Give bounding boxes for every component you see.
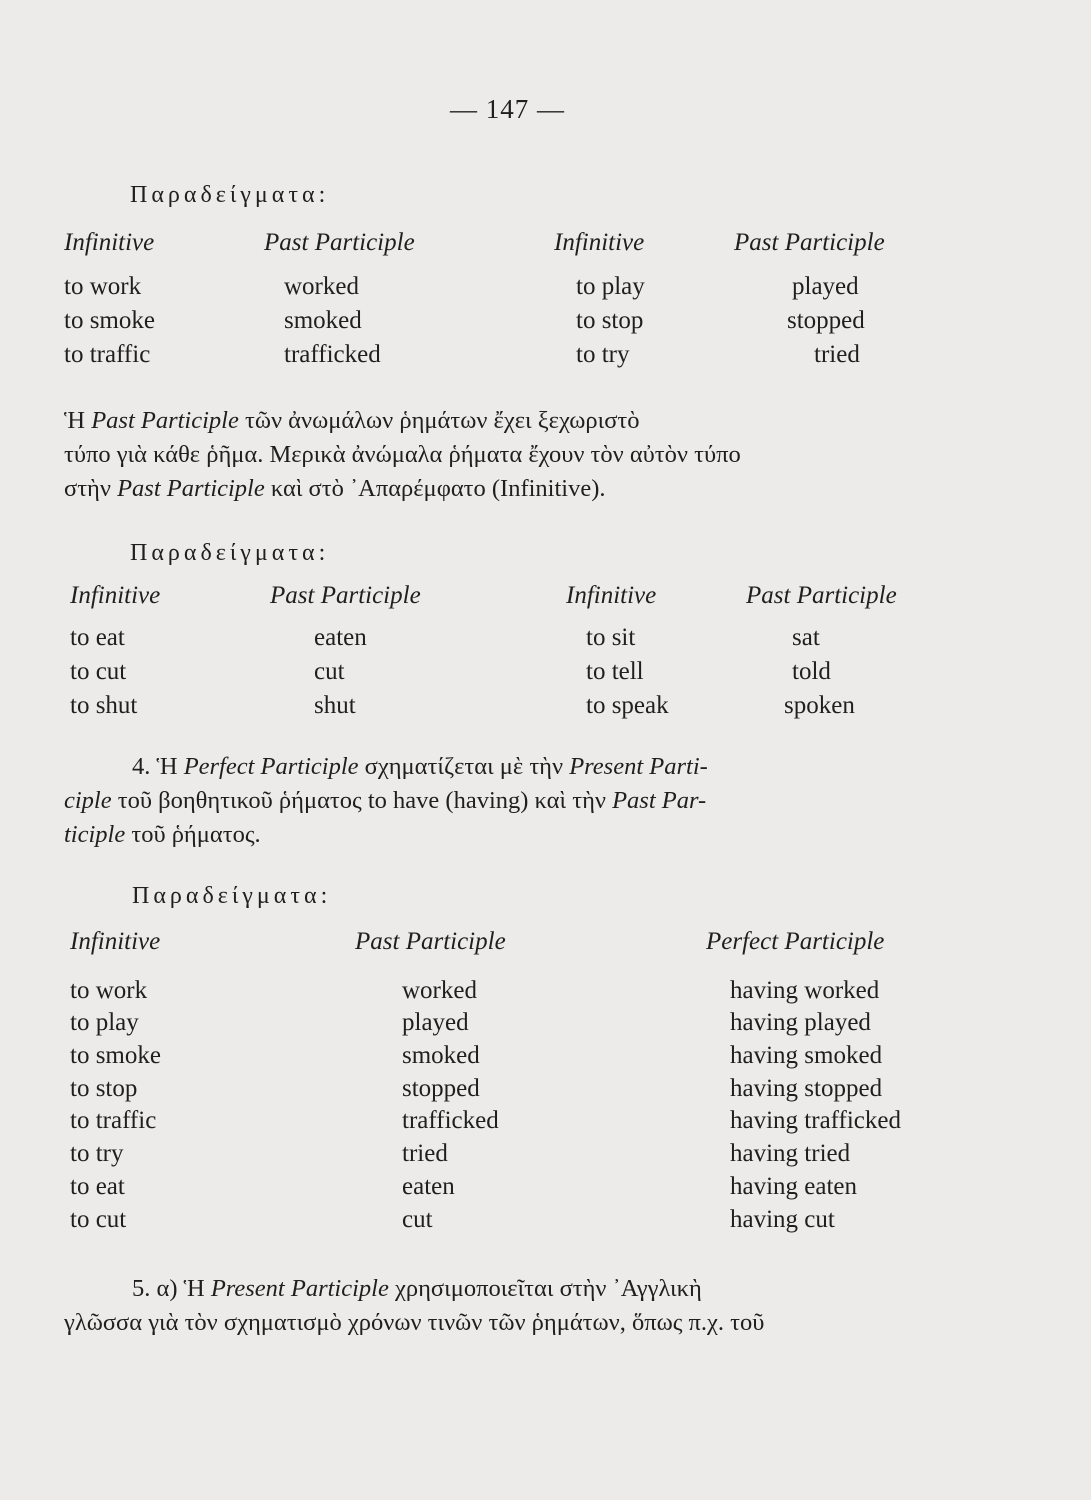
- table-cell: to eat: [70, 624, 125, 651]
- text-line: [64, 472, 959, 506]
- text-line: [64, 1272, 959, 1306]
- table-cell: to cut: [70, 658, 127, 685]
- text: τῶν ἀνωμάλων ῥημάτων ἔχει ξεχωριστὸ: [238, 407, 640, 434]
- table-cell: to cut: [70, 1205, 127, 1233]
- table-cell: smoked: [284, 307, 362, 334]
- table-row: [64, 341, 964, 375]
- examples-heading: Παραδείγματα:: [132, 883, 332, 909]
- term-past-participle: Past Participle: [117, 475, 265, 502]
- table-cell: to traffic: [64, 341, 151, 368]
- table-cell: to eat: [70, 1172, 125, 1200]
- column-header: Infinitive: [70, 928, 161, 955]
- table-cell: to work: [70, 976, 148, 1004]
- text-line: [64, 818, 959, 852]
- table-cell: having worked: [730, 976, 880, 1004]
- term-present-participle: Present Participle: [210, 1275, 389, 1302]
- table-cell: cut: [314, 658, 345, 685]
- table-cell: worked: [284, 273, 359, 300]
- table-cell: having played: [730, 1009, 871, 1037]
- table-cell: having eaten: [730, 1172, 858, 1200]
- text: στὴν: [64, 475, 118, 502]
- text-line: [64, 404, 959, 438]
- table-row: [70, 1009, 970, 1042]
- table-cell: having stopped: [730, 1074, 883, 1102]
- term-present-participle: Present Parti-: [569, 753, 708, 780]
- table-cell: sat: [792, 624, 820, 651]
- table-cell: stopped: [402, 1074, 480, 1102]
- text: 5. α) Ἡ: [132, 1275, 211, 1302]
- table-cell: having cut: [730, 1205, 835, 1233]
- column-header: Infinitive: [70, 582, 161, 609]
- column-header: Infinitive: [64, 229, 155, 256]
- table-row: [70, 977, 970, 1010]
- text: σχηματίζεται μὲ τὴν: [358, 753, 570, 780]
- column-header: Past Participle: [355, 928, 506, 955]
- table-cell: having tried: [730, 1140, 851, 1168]
- table-cell: to smoke: [70, 1042, 161, 1070]
- table-row: [70, 624, 970, 658]
- text-line: [64, 784, 959, 818]
- table-cell: to smoke: [64, 307, 155, 334]
- table-row: [70, 692, 970, 726]
- text: 4. Ἡ: [132, 753, 184, 780]
- participle-table-regular: [64, 229, 964, 375]
- column-header: Past Participle: [734, 229, 885, 256]
- table-cell: played: [792, 273, 859, 300]
- table-cell: cut: [402, 1205, 433, 1233]
- text: χρησιμοποιεῖται στὴν ᾿Αγγλικὴ: [388, 1275, 702, 1302]
- examples-heading: Παραδείγματα:: [130, 182, 330, 208]
- table-row: [70, 1042, 970, 1075]
- text: τοῦ ῥήματος.: [125, 821, 261, 848]
- table-header-row: [70, 928, 970, 961]
- table-cell: eaten: [402, 1172, 455, 1200]
- text: τοῦ βοηθητικοῦ ῥήματος to have (having) καὶ τὴν: [111, 787, 613, 814]
- text-line: γλῶσσα γιὰ τὸν σχηματισμὸ χρόνων τινῶν τῶν ῥημάτων, ὅπως π.χ. τοῦ: [64, 1309, 765, 1336]
- table-cell: played: [402, 1009, 469, 1037]
- table-row: [70, 1107, 970, 1140]
- table-cell: to play: [70, 1009, 139, 1037]
- table-row: [64, 273, 964, 307]
- perfect-participle-table: [70, 928, 970, 1238]
- table-cell: to stop: [70, 1074, 138, 1102]
- paragraph-present-participle: [64, 1272, 959, 1340]
- column-header: Perfect Participle: [706, 928, 885, 955]
- table-header-row: [64, 229, 964, 263]
- term-continuation: ciple: [64, 787, 112, 814]
- table-cell: to try: [576, 341, 630, 368]
- table-row: [70, 658, 970, 692]
- table-cell: told: [792, 658, 831, 685]
- table-header-row: [70, 582, 970, 616]
- column-header: Infinitive: [554, 229, 645, 256]
- term-past-participle: Past Par-: [612, 787, 707, 814]
- table-cell: to traffic: [70, 1107, 157, 1135]
- table-row: [70, 1075, 970, 1108]
- table-cell: to speak: [586, 692, 669, 719]
- table-cell: to tell: [586, 658, 644, 685]
- table-row: [70, 1206, 970, 1239]
- table-cell: having smoked: [730, 1042, 883, 1070]
- table-cell: eaten: [314, 624, 367, 651]
- paragraph-perfect-participle: [64, 750, 959, 852]
- participle-table-irregular: [70, 582, 970, 726]
- table-cell: to stop: [576, 307, 644, 334]
- table-cell: to shut: [70, 692, 138, 719]
- column-header: Past Participle: [746, 582, 897, 609]
- table-row: [70, 1140, 970, 1173]
- table-cell: smoked: [402, 1042, 480, 1070]
- text: καὶ στὸ ᾿Απαρέμφατο (Infinitive).: [264, 475, 606, 502]
- column-header: Past Participle: [270, 582, 421, 609]
- table-cell: tried: [402, 1140, 448, 1168]
- table-cell: worked: [402, 976, 477, 1004]
- term-perfect-participle: Perfect Participle: [183, 753, 359, 780]
- table-cell: to sit: [586, 624, 636, 651]
- text-line: [64, 750, 959, 784]
- table-cell: having trafficked: [730, 1107, 901, 1135]
- table-cell: to play: [576, 273, 645, 300]
- text: Ἡ: [64, 407, 92, 434]
- table-cell: spoken: [784, 692, 855, 719]
- column-header: Past Participle: [264, 229, 415, 256]
- page-number: — 147 —: [450, 94, 565, 124]
- table-cell: stopped: [787, 307, 865, 334]
- table-cell: to work: [64, 273, 142, 300]
- table-row: [70, 1173, 970, 1206]
- examples-heading: Παραδείγματα:: [130, 540, 330, 566]
- table-row: [64, 307, 964, 341]
- table-cell: tried: [814, 341, 860, 368]
- paragraph-irregular-verbs: [64, 404, 959, 506]
- table-cell: trafficked: [402, 1107, 499, 1135]
- table-cell: to try: [70, 1140, 124, 1168]
- table-cell: trafficked: [284, 341, 381, 368]
- term-continuation: ticiple: [64, 821, 126, 848]
- term-past-participle: Past Participle: [91, 407, 239, 434]
- column-header: Infinitive: [566, 582, 657, 609]
- text-line: τύπο γιὰ κάθε ῥῆμα. Μερικὰ ἀνώμαλα ῥήματα ἔχουν τὸν αὐτὸν τύπο: [64, 441, 741, 468]
- table-cell: shut: [314, 692, 356, 719]
